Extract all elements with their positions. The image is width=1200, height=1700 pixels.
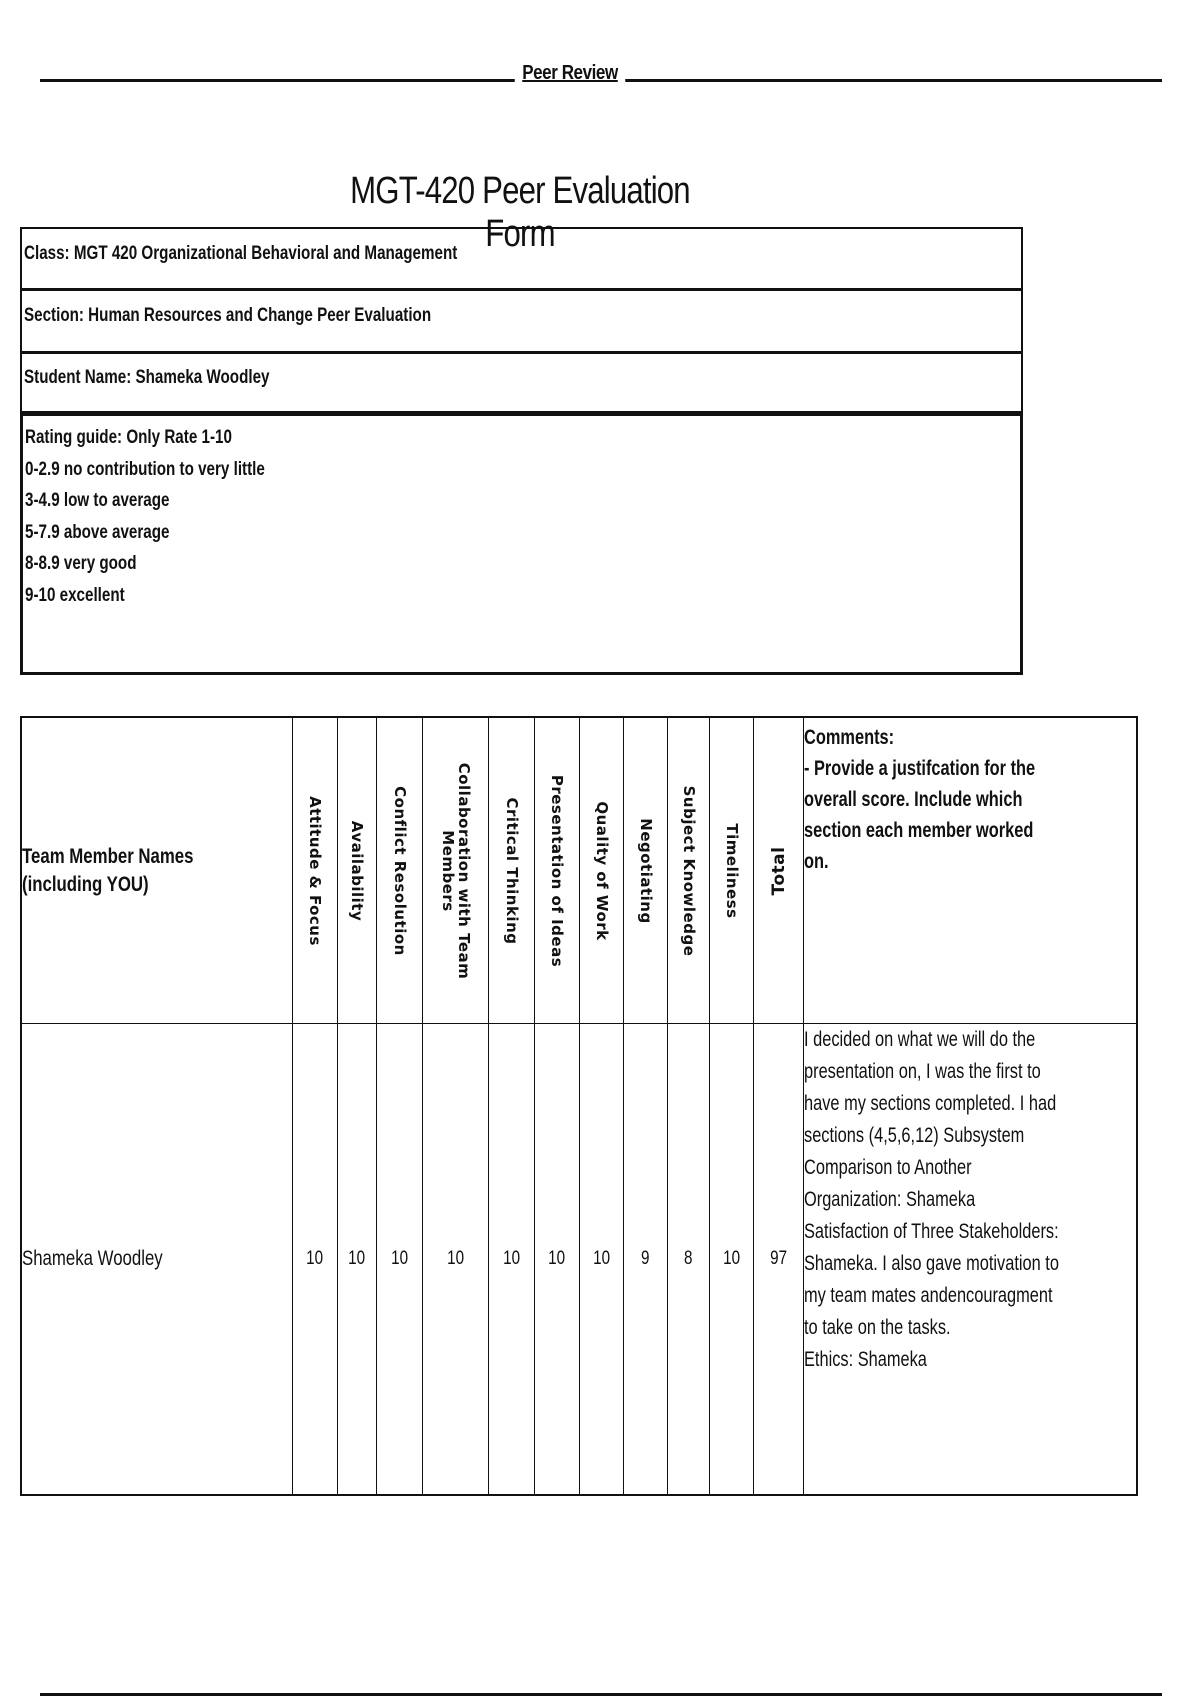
rating-guide-line: 0-2.9 no contribution to very little [25,458,265,480]
comments-title: Comments: [804,726,895,749]
member-name-cell [21,1024,293,1496]
score-value: 10 [447,1248,464,1269]
score-value: 10 [593,1248,610,1269]
student-name-text: Student Name: Shameka Woodley [24,367,270,388]
class-text: Class: MGT 420 Organizational Behavioral and Management [24,243,458,264]
comment-text: Ethics: Shameka [804,1348,927,1371]
criterion-label: Collaboration with Team Members [438,762,473,979]
criterion-header [423,717,489,1024]
evaluation-table [20,716,1138,1496]
score-value: 8 [684,1248,693,1269]
score-value: 9 [641,1248,650,1269]
criterion-label: Presentation of Ideas [548,774,566,967]
comments-instruction: - Provide a justifcation for the overall score. Include which section each member worked on. [804,757,1036,873]
criterion-header [377,717,423,1024]
score-value: 10 [723,1248,740,1269]
criterion-header [624,717,668,1024]
rating-guide-line: 3-4.9 low to average [25,490,170,511]
total-header [754,717,804,1024]
score-cell [624,1024,668,1496]
criterion-label: Negotiating [636,817,655,924]
criterion-label: Timeliness [722,822,741,919]
section-text: Section: Human Resources and Change Peer Evaluation [24,305,432,326]
score-value: 10 [306,1248,324,1269]
form-title: MGT-420 Peer Evaluation Form [350,170,690,255]
rating-guide-line: 5-7.9 above average [25,521,170,543]
names-column-header [21,717,293,1024]
table-header-row [21,717,1137,1024]
class-field [20,227,1023,290]
total-label: Total [768,846,789,895]
criterion-label: Attitude & Focus [306,795,324,946]
member-name: Shameka Woodley [22,1247,163,1270]
comments-column-header [804,717,1138,1024]
score-cell [489,1024,535,1496]
criterion-header [293,717,338,1024]
criterion-label: Critical Thinking [502,796,521,945]
criterion-header [580,717,624,1024]
score-cell [423,1024,489,1496]
criterion-label: Quality of Work [592,800,611,941]
score-value: 10 [548,1248,566,1269]
score-cell [377,1024,423,1496]
criterion-header [535,717,580,1024]
score-cell [535,1024,580,1496]
score-value: 10 [348,1248,366,1269]
rating-guide [20,413,1023,675]
criterion-header [668,717,710,1024]
table-row [21,1024,1137,1496]
student-name-field [20,353,1023,413]
criterion-label: Subject Knowledge [679,785,698,956]
score-cell [338,1024,377,1496]
section-field [20,290,1023,353]
footer-rule [40,1693,1162,1696]
total-value: 97 [770,1248,787,1269]
criterion-label: Conflict Resolution [390,785,409,956]
score-cell [668,1024,710,1496]
page-header-label: Peer Review [515,62,626,85]
score-cell [580,1024,624,1496]
criterion-header [489,717,535,1024]
score-value: 10 [503,1248,520,1269]
names-header-text: Team Member Names (including YOU) [22,844,194,896]
rating-guide-title: Rating guide: Only Rate 1-10 [25,427,232,448]
comment-cell [804,1024,1138,1496]
score-cell [710,1024,754,1496]
criterion-label: Availability [348,820,366,921]
comment-text: I decided on what we will do the presentation on, I was the first to have my sections completed. I had sections (4,5,6,12) Subsystem Comparison to Another Organization: Shameka Satisfaction of Three Stakeholders: Shameka. I also gave motivation to my team mates andencouragment to take on the tasks. [804,1028,1059,1339]
rating-guide-line: 8-8.9 very good [25,553,137,574]
criterion-header [338,717,377,1024]
total-cell [754,1024,804,1496]
score-cell [293,1024,338,1496]
rating-guide-line: 9-10 excellent [25,584,125,606]
score-value: 10 [391,1248,408,1269]
criterion-header [710,717,754,1024]
